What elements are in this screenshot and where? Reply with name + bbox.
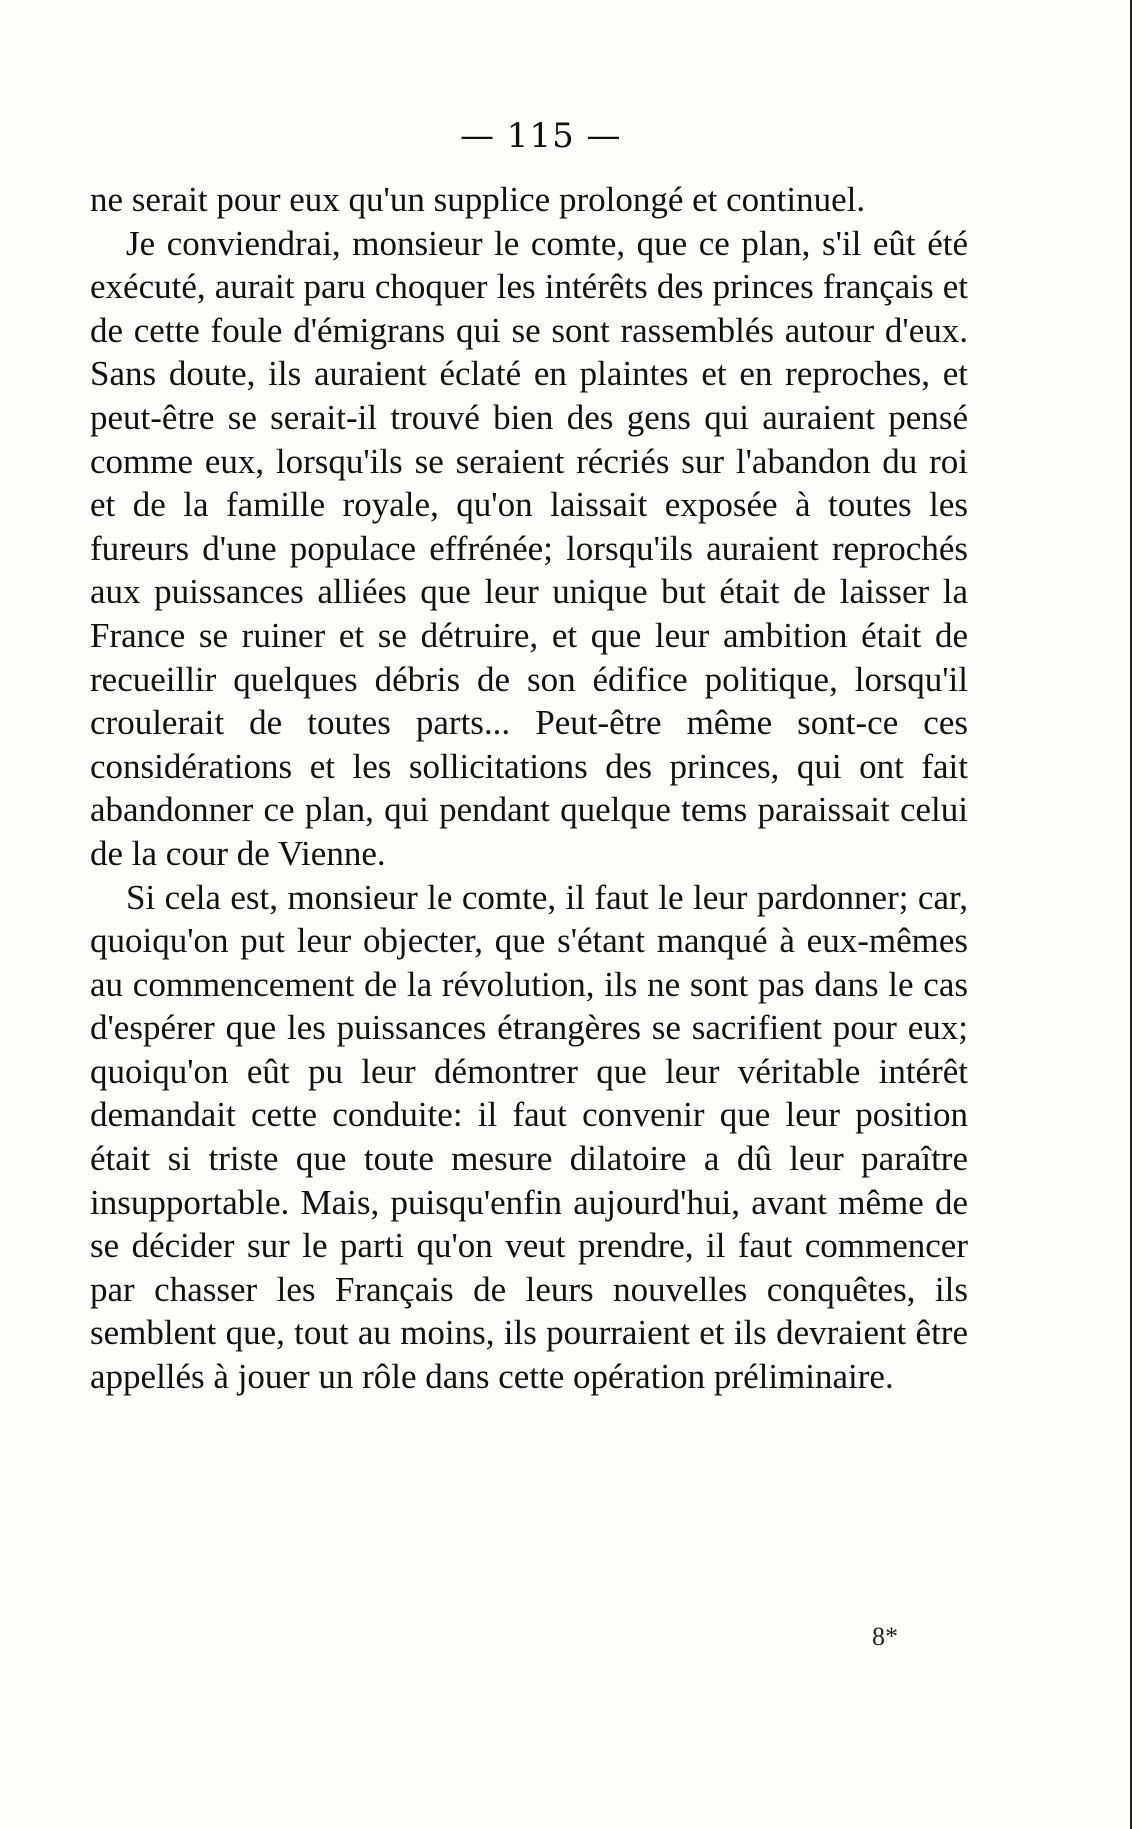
page-edge-rule [1130,0,1132,1829]
signature-mark: 8* [872,1622,898,1651]
paragraph-2: Je conviendrai, monsieur le comte, que ce plan, s'il eût été exécuté, aurait paru choquer les intérêts des princes français et de cette foule d'émigrans qui se sont rassemblés autour d'eux. Sans doute, ils auraient éclaté en plaintes et en reproches, et peut-être se serait-il trouvé bien des gens qui auraient pensé comme eux, lorsqu'ils se seraient récriés sur l'abandon du roi et de la famille royale, qu'on laissait exposée à toutes les fureurs d'une populace effrénée; lorsqu'ils auraient reprochés aux puissances alliées que leur unique but était de laisser la France se ruiner et se détruire, et que leur ambition était de recueillir quelques débris de son édifice politique, lorsqu'il croulerait de toutes parts... Peut-être même sont-ce ces considérations et les sollicitations des princes, qui ont fait abandonner ce plan, qui pendant quelque tems paraissait celui de la cour de Vienne. [90,223,968,873]
body-text [90,178,968,1399]
paragraph-3: Si cela est, monsieur le comte, il faut le leur pardonner; car, quoiqu'on put leur objecter, que s'étant manqué à eux-mêmes au commencement de la révolution, ils ne sont pas dans le cas d'espérer que les puissances étrangères se sacrifient pour eux; quoiqu'on eût pu leur démontrer que leur véritable intérêt demandait cette conduite: il faut convenir que leur position était si triste que toute mesure dilatoire a dû leur paraître insupportable. Mais, puisqu'enfin aujourd'hui, avant même de se décider sur le parti qu'on veut prendre, il faut commencer par chasser les Français de leurs nouvelles conquêtes, ils semblent que, tout au moins, ils pourraient et ils devraient être appellés à jouer un rôle dans cette opération préliminaire. [90,877,968,1397]
paragraph-1: ne serait pour eux qu'un supplice prolongé et continuel. [90,180,866,219]
page-number: — 115 — [460,116,622,156]
